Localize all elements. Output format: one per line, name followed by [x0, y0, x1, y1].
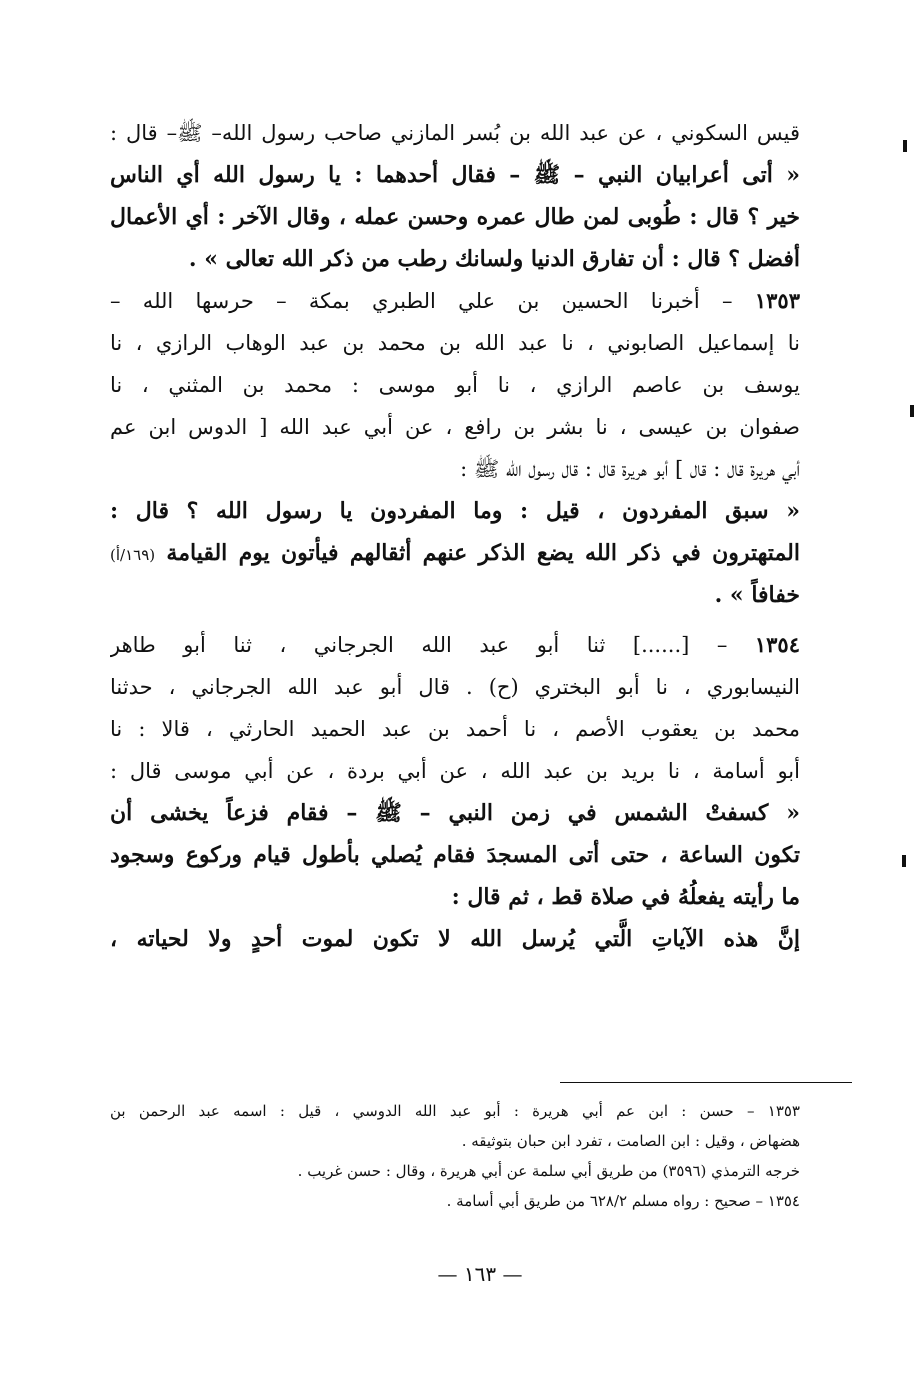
text-line: إنَّ هذه الآياتِ الَّتي يُرسل الله لا تكون لموت أحدٍ ولا لحياته ، — [110, 926, 800, 952]
hadith-number: ١٣٥٣ — [754, 288, 800, 313]
text-line-with-margin-ref — [110, 532, 800, 574]
text-line: أبي هريرة قال : قال ] أبو هريرة قال : قال رسول الله ﷺ : — [460, 457, 800, 481]
text-line: « أتى أعرابيان النبي – ﷺ – فقال أحدهما : يا رسول الله أي الناس — [110, 162, 800, 188]
footnote-line: خرجه الترمذي (٣٥٩٦) من طريق أبي سلمة عن أبي هريرة ، وقال : حسن غريب . — [297, 1162, 800, 1180]
text-line: قيس السكوني ، عن عبد الله بن بُسر المازني صاحب رسول الله– ﷺ– قال : — [110, 121, 800, 145]
footnote-line: هضهاض ، وقيل : ابن الصامت ، تفرد ابن حبان بتوثيقه . — [461, 1132, 800, 1150]
text-line: يوسف بن عاصم الرازي ، نا أبو موسى : محمد بن المثني ، نا — [110, 373, 800, 397]
text-line: – أخبرنا الحسين بن علي الطبري بمكة – حرسها الله – — [110, 289, 733, 313]
text-line: خفافاً » . — [714, 582, 800, 608]
page-number: — ١٦٣ — — [437, 1262, 523, 1286]
text-line: نا إسماعيل الصابوني ، نا عبد الله بن محمد بن عبد الوهاب الرازي ، نا — [110, 331, 800, 355]
text-line: صفوان بن عيسى ، نا بشر بن رافع ، عن أبي عبد الله [ الدوس ابن عم — [110, 415, 800, 439]
text-line: « سبق المفردون ، قيل : وما المفردون يا رسول الله ؟ قال : — [110, 498, 800, 524]
hadith-number: ١٣٥٤ — [754, 632, 800, 657]
hadith-1354-header — [110, 624, 800, 666]
margin-reference: (١٦٩/أ) — [110, 546, 156, 564]
footnote-separator — [560, 1082, 852, 1083]
scan-mark — [903, 140, 907, 152]
main-text — [110, 112, 800, 960]
footnotes — [110, 1096, 800, 1216]
text-line: – [......] ثنا أبو عبد الله الجرجاني ، ثنا أبو طاهر — [110, 633, 728, 657]
text-line: النيسابوري ، نا أبو البختري (ح) . قال أبو عبد الله الجرجاني ، حدثنا — [110, 675, 800, 699]
scan-mark — [910, 405, 914, 417]
scan-mark — [902, 855, 906, 867]
text-line: محمد بن يعقوب الأصم ، نا أحمد بن عبد الحميد الحارثي ، قالا : نا — [110, 717, 800, 741]
text-line: تكون الساعة ، حتى أتى المسجدَ فقام يُصلي بأطول قيام وركوع وسجود — [110, 842, 800, 868]
text-line: خير ؟ قال : طُوبى لمن طال عمره وحسن عمله ، وقال الآخر : أي الأعمال — [110, 204, 800, 230]
text-line: أفضل ؟ قال : أن تفارق الدنيا ولسانك رطب من ذكر الله تعالى » . — [188, 246, 800, 272]
text-line: أبو أسامة ، نا بريد بن عبد الله ، عن أبي بردة ، عن أبي موسى قال : — [110, 759, 800, 783]
footnote-line: ١٣٥٣ – حسن : ابن عم أبي هريرة : أبو عبد الله الدوسي ، قيل : اسمه عبد الرحمن بن — [110, 1102, 800, 1120]
text-line: ما رأيته يفعلُهُ في صلاة قط ، ثم قال : — [451, 884, 800, 910]
text-line: المتهترون في ذكر الله يضع الذكر عنهم أثقالهم فيأتون يوم القيامة — [166, 540, 800, 566]
text-line: « كسفتْ الشمس في زمن النبي – ﷺ – فقام فزعاً يخشى أن — [110, 800, 800, 826]
hadith-1353-header — [110, 280, 800, 322]
footnote-line: ١٣٥٤ – صحيح : رواه مسلم ٦٢٨/٢ من طريق أبي أسامة . — [446, 1192, 800, 1210]
